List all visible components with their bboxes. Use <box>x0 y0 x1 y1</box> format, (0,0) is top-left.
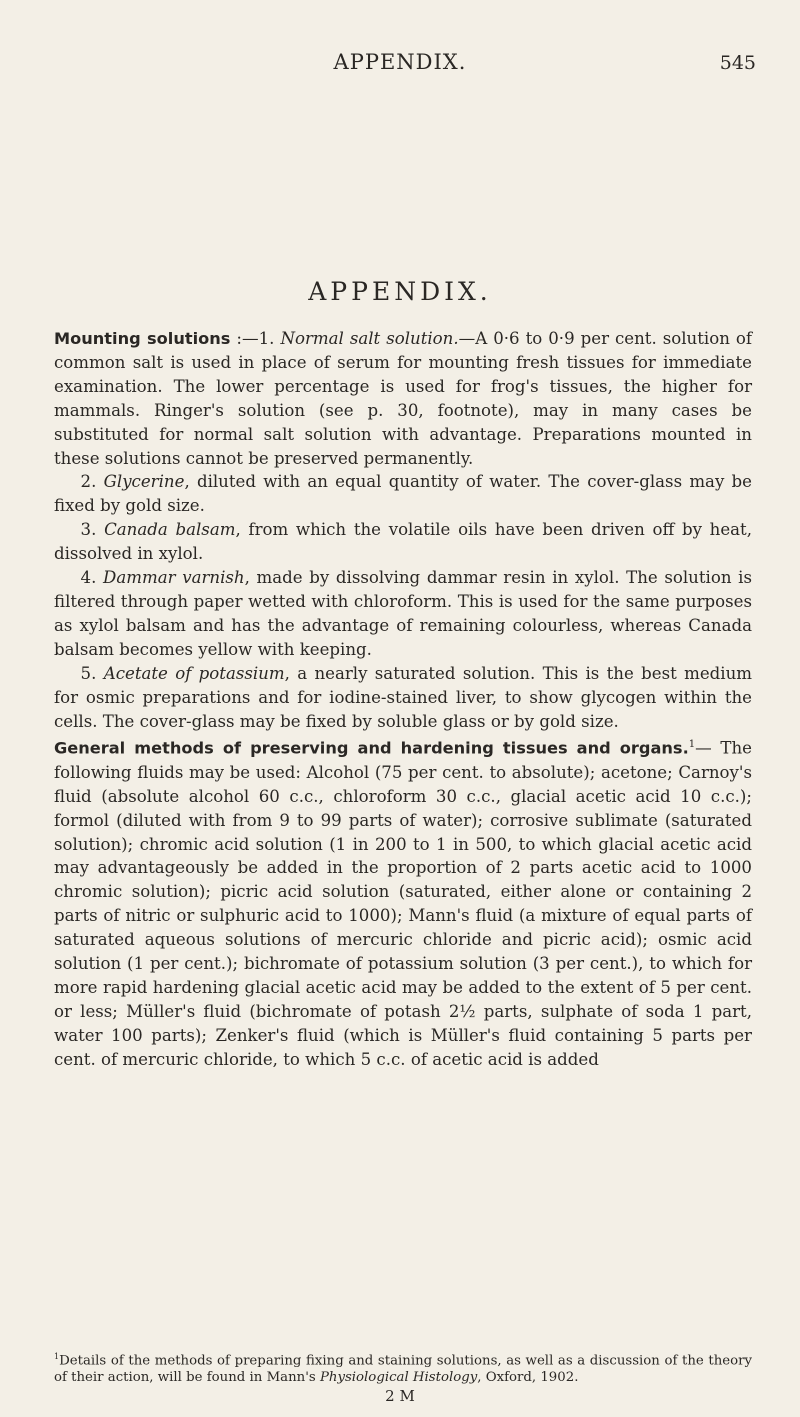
item4-text: , made by dissolving dammar resin in xylol. The solution is filtered through paper wetted with chloroform. This is used for the same purposes as xylol balsam and has the advantage of remaining colourless, whereas Canada balsam becomes yellow with keeping. <box>54 568 752 659</box>
body-text <box>54 327 752 1072</box>
item3-num: 3. <box>80 520 105 540</box>
footnote-ref: 1 <box>688 739 696 751</box>
heading-general-methods: General methods of preserving and hardening tissues and organs. <box>54 738 689 758</box>
item2-text: , diluted with an equal quantity of water. The cover-glass may be fixed by gold size. <box>54 472 752 516</box>
footnote-mark: 1 <box>54 1352 60 1361</box>
item4-num: 4. <box>80 568 104 588</box>
signature-mark: 2 M <box>385 1387 415 1405</box>
footnote-book: Physiological Histology <box>319 1370 478 1386</box>
item4-name: Dammar varnish <box>103 568 245 588</box>
paragraph-acetate <box>54 662 752 734</box>
footnote-text-b: , Oxford, 1902. <box>477 1370 579 1386</box>
running-head-title: APPENDIX. <box>333 50 467 74</box>
running-head <box>0 50 800 78</box>
general-methods-text: — The following fluids may be used: Alcohol (75 per cent. to absolute); acetone; Carnoy's fluid (absolute alcohol 60 c.c., chloroform 30 c.c., glacial acetic acid 10 c.c.); formol (diluted with from 9 to 99 parts of water); corrosive sublimate (saturated solution); chromic acid solution (1 in 200 to 1 in 500, to which glacial acetic acid may advantageously be added in the proportion of 2 parts acetic acid to 1000 chromic solution); picric acid solution (saturated, either alone or containing 2 parts of nitric or sulphuric acid to 1000); Mann's fluid (a mixture of equal parts of saturated aqueous solutions of mercuric chloride and picric acid); osmic acid solution (1 per cent.); bichromate of potassium solution (3 per cent.), to which for more rapid hardening glacial acetic acid may be added to the extent of 5 per cent. or less; Müller's fluid (bichromate of potash 2½ parts, sulphate of soda 1 part, water 100 parts); Zenker's fluid (which is Müller's fluid containing 5 parts per cent. of mercuric chloride, to which 5 c.c. of acetic acid is added <box>54 738 752 1069</box>
item3-name: Canada balsam <box>104 520 236 540</box>
item3-text: , from which the volatile oils have been driven off by heat, dissolved in xylol. <box>54 520 752 564</box>
page-number: 545 <box>719 52 756 74</box>
heading-mounting-solutions: Mounting solutions <box>54 329 231 348</box>
paragraph-dammar <box>54 566 752 662</box>
mounting-lead: :—1. <box>230 329 281 348</box>
appendix-title: APPENDIX. <box>308 277 492 306</box>
item5-num: 5. <box>80 663 104 683</box>
item2-name: Glycerine <box>103 472 185 492</box>
paragraph-mounting-1 <box>54 327 752 470</box>
paragraph-general-methods <box>54 733 752 1071</box>
paragraph-canada-balsam <box>54 518 752 566</box>
item5-text: , a nearly saturated solution. This is the best medium for osmic preparations and for iodine-stained liver, to show glycogen within the cells. The cover-glass may be fixed by soluble glass or by gold size. <box>54 663 753 731</box>
item1-name: Normal salt solution. <box>280 329 459 348</box>
item2-num: 2. <box>80 472 104 492</box>
footnote <box>54 1348 752 1386</box>
paragraph-glycerine <box>54 470 752 518</box>
item1-text: —A 0·6 to 0·9 per cent. solution of common salt is used in place of serum for mounting fresh tissues for immediate examination. The lower percentage is used for frog's tissues, the higher for mammals. Ringer's solution (see p. 30, footnote), may in many cases be substituted for normal salt solution with advantage. Preparations mounted in these solutions cannot be preserved permanently. <box>54 329 753 468</box>
item5-name: Acetate of potassium <box>103 663 285 683</box>
footnote-text-a: Details of the methods of preparing fixing and staining solutions, as well as a discussion of the theory of their action, will be found in Mann's <box>54 1353 752 1386</box>
